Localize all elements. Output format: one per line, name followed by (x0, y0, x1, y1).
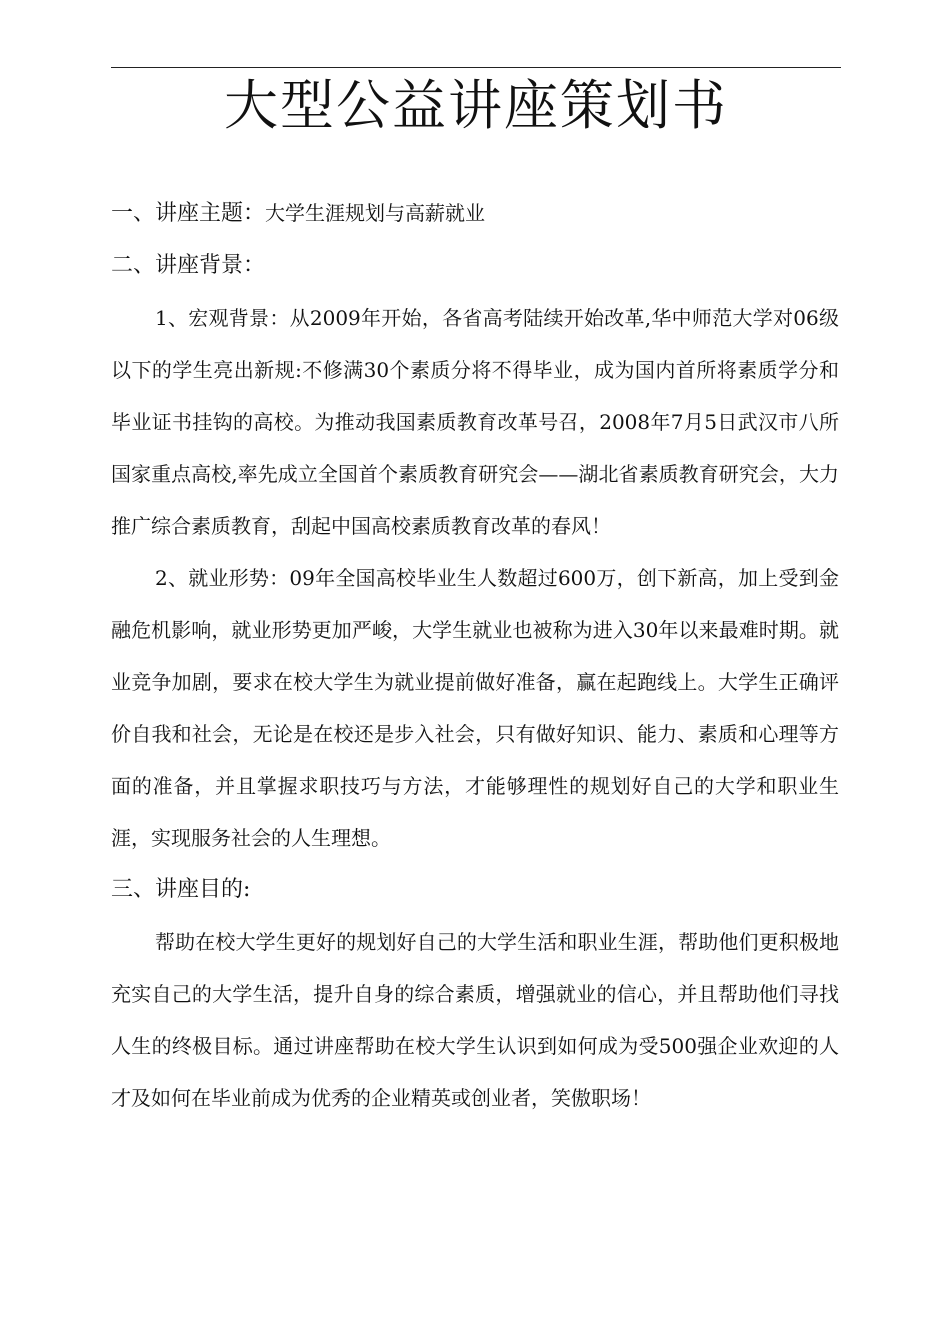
document-body (111, 187, 839, 1124)
paragraph-macro-background: 1、宏观背景：从2009年开始，各省高考陆续开始改革,华中师范大学对06级以下的学生亮出新规:不修满30个素质分将不得毕业，成为国内首所将素质学分和毕业证书挂钩的高校。为推动我国素质教育改革号召，2008年7月5日武汉市八所国家重点高校,率先成立全国首个素质教育研究会——湖北省素质教育研究会，大力推广综合素质教育，刮起中国高校素质教育改革的春风！ (111, 306, 839, 538)
section-heading-topic (111, 187, 839, 240)
header-rule (111, 67, 841, 68)
section-heading-background: 二、讲座背景： (111, 253, 266, 278)
paragraph-purpose: 帮助在校大学生更好的规划好自己的大学生活和职业生涯，帮助他们更积极地充实自己的大学生活，提升自身的综合素质，增强就业的信心，并且帮助他们寻找人生的终极目标。通过讲座帮助在校大学生认识到如何成为受500强企业欢迎的人才及如何在毕业前成为优秀的企业精英或创业者，笑傲职场！ (111, 930, 839, 1110)
paragraph-employment-situation: 2、就业形势：09年全国高校毕业生人数超过600万，创下新高，加上受到金融危机影响，就业形势更加严峻，大学生就业也被称为进入30年以来最难时期。就业竞争加剧，要求在校大学生为就业提前做好准备，赢在起跑线上。大学生正确评价自我和社会，无论是在校还是步入社会，只有做好知识、能力、素质和心理等方面的准备，并且掌握求职技巧与方法，才能够理性的规划好自己的大学和职业生涯，实现服务社会的人生理想。 (111, 566, 839, 850)
lecture-topic-text: 大学生涯规划与高薪就业 (265, 201, 486, 225)
document-title: 大型公益讲座策划书 (224, 74, 728, 137)
section-heading-purpose: 三、讲座目的: (111, 877, 251, 902)
section-heading-label: 一、讲座主题： (111, 201, 266, 226)
